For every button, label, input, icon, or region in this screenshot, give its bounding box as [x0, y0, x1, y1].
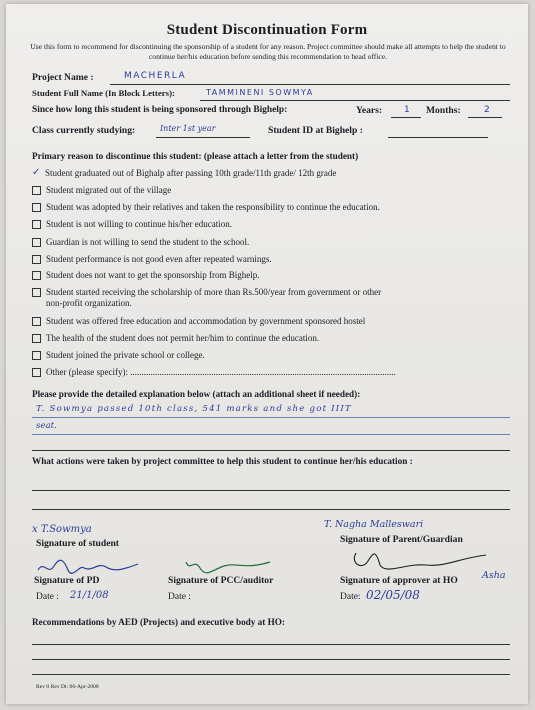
- explanation-line-1[interactable]: T. Sowmya passed 10th class, 541 marks and she got IIIT: [36, 404, 352, 414]
- class-line: [156, 137, 250, 138]
- checkbox[interactable]: [32, 351, 41, 360]
- checkbox[interactable]: [32, 186, 41, 195]
- checkbox[interactable]: [32, 317, 41, 326]
- pd-date-label: Date :: [36, 592, 59, 602]
- reason-option-health[interactable]: [32, 333, 319, 344]
- recommendations-rule-1[interactable]: [32, 644, 510, 645]
- reason-label: Student started receiving the scholarship of more than Rs.500/year from government or other: [46, 287, 382, 297]
- months-line: [468, 117, 502, 118]
- checkbox[interactable]: [32, 203, 41, 212]
- years-line: [391, 117, 421, 118]
- parent-signature-label: Signature of Parent/Guardian: [340, 534, 463, 545]
- reason-option-guardian[interactable]: [32, 237, 249, 248]
- reason-label: The health of the student does not permit her/him to continue the education.: [46, 333, 320, 343]
- student-name-line: [200, 100, 510, 101]
- reason-option-performance[interactable]: [32, 254, 272, 265]
- checkmark-icon[interactable]: ✓: [32, 167, 41, 178]
- project-name-label: Project Name :: [32, 72, 94, 83]
- class-value[interactable]: Inter 1st year: [160, 124, 216, 133]
- student-signature-scrawl[interactable]: x T.Sowmya: [32, 524, 92, 535]
- project-name-value[interactable]: MACHERLA: [124, 71, 187, 81]
- ho-date-value[interactable]: 02/05/08: [366, 588, 420, 602]
- reason-label-block: [46, 287, 381, 309]
- discontinuation-form: [6, 4, 528, 704]
- reason-option-private-school[interactable]: [32, 350, 205, 361]
- pcc-signature-scrawl[interactable]: [184, 556, 274, 574]
- reason-option-scholarship[interactable]: [32, 287, 381, 309]
- ho-date-label: Date:: [340, 592, 361, 602]
- reason-label: Student joined the private school or college.: [46, 350, 205, 360]
- student-id-line[interactable]: [388, 137, 488, 138]
- reasons-heading: Primary reason to discontinue this student: (please attach a letter from the student): [32, 151, 359, 161]
- pcc-date-label: Date :: [168, 592, 191, 602]
- reason-option-other[interactable]: [32, 367, 396, 378]
- explanation-line-2[interactable]: seat.: [36, 421, 57, 431]
- pd-signature-label: Signature of PD: [34, 575, 100, 586]
- reason-label: Student migrated out of the village: [46, 185, 172, 195]
- explanation-rule-3: [32, 450, 510, 451]
- reason-option-hostel[interactable]: [32, 316, 365, 327]
- reason-label: Student was adopted by their relatives and taken the responsibility to continue the education.: [46, 202, 380, 212]
- recommendations-rule-2[interactable]: [32, 659, 510, 660]
- explanation-rule-2: [32, 434, 510, 435]
- years-label: Years:: [356, 105, 383, 116]
- reason-label: Student graduated out of Bighalp after passing 10th grade/11th grade/ 12th grade: [45, 168, 337, 178]
- checkbox[interactable]: [32, 288, 41, 297]
- form-intro: Use this form to recommend for discontinuing the sponsorship of a student for any reason. Project committee should make all attempts to help the student to continue her/his education before sending this recommendation to head office.: [30, 42, 506, 61]
- project-name-line: [110, 84, 510, 85]
- actions-prompt: What actions were taken by project committee to help this student to continue her/his education :: [32, 456, 413, 466]
- checkbox[interactable]: [32, 368, 41, 377]
- reason-option-not-willing[interactable]: [32, 219, 232, 230]
- reason-option-no-sponsorship[interactable]: [32, 270, 259, 281]
- actions-rule-1[interactable]: [32, 490, 510, 491]
- checkbox[interactable]: [32, 271, 41, 280]
- explanation-prompt: Please provide the detailed explanation below (attach an additional sheet if needed):: [32, 389, 361, 399]
- reason-label: Student does not want to get the sponsorship from Bighelp.: [46, 270, 260, 280]
- reason-label: Student was offered free education and accommodation by government sponsored hostel: [46, 316, 366, 326]
- reason-label-continued: non-profit organization.: [46, 298, 132, 308]
- reason-label: Guardian is not willing to send the student to the school.: [46, 237, 250, 247]
- reason-label: Other (please specify): ......................................................................................................................: [46, 367, 396, 377]
- checkbox[interactable]: [32, 255, 41, 264]
- ho-signature-label: Signature of approver at HO: [340, 575, 458, 586]
- sponsored-duration-label: Since how long this student is being sponsored through Bighelp:: [32, 105, 288, 115]
- checkbox[interactable]: [32, 238, 41, 247]
- revision-footer: Rev 0 Rev Dt: 06-Apr-2008: [36, 684, 99, 690]
- ho-note: Asha: [482, 570, 506, 581]
- months-label: Months:: [426, 105, 461, 116]
- pd-date-value[interactable]: 21/1/08: [70, 590, 109, 601]
- explanation-rule-1: [32, 417, 510, 418]
- reason-label: Student is not willing to continue his/her education.: [46, 219, 232, 229]
- reason-option-graduated[interactable]: [32, 168, 336, 179]
- reason-label: Student performance is not good even after repeated warnings.: [46, 254, 272, 264]
- months-value[interactable]: 2: [484, 105, 492, 115]
- recommendations-rule-3[interactable]: [32, 674, 510, 675]
- student-name-label: Student Full Name (In Block Letters):: [32, 88, 175, 98]
- checkbox[interactable]: [32, 334, 41, 343]
- student-id-label: Student ID at Bighelp :: [268, 125, 363, 136]
- class-label: Class currently studying:: [32, 125, 136, 136]
- recommendations-prompt: Recommendations by AED (Projects) and executive body at HO:: [32, 617, 285, 627]
- reason-option-adopted[interactable]: [32, 202, 380, 213]
- student-name-value[interactable]: TAMMINENI SOWMYA: [206, 88, 314, 97]
- parent-signature-scrawl[interactable]: T. Nagha Malleswari: [324, 519, 424, 530]
- student-signature-label: Signature of student: [36, 538, 119, 549]
- reason-option-migrated[interactable]: [32, 185, 171, 196]
- actions-rule-2[interactable]: [32, 509, 510, 510]
- pcc-signature-label: Signature of PCC/auditor: [168, 575, 274, 586]
- form-title: Student Discontinuation Form: [166, 22, 368, 38]
- checkbox[interactable]: [32, 220, 41, 229]
- years-value[interactable]: 1: [404, 105, 412, 115]
